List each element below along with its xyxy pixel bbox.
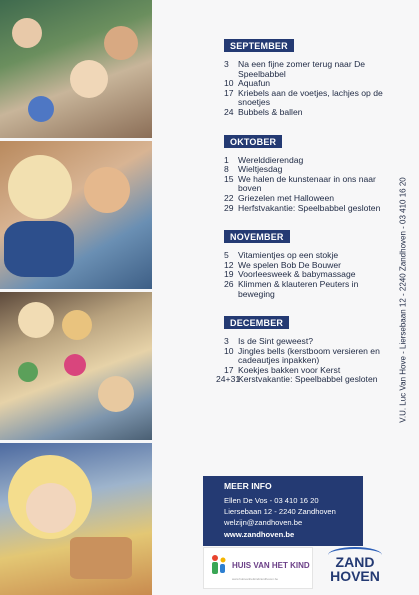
huis-van-het-kind-logo [203, 547, 313, 589]
month-heading: OKTOBER [224, 135, 282, 148]
publisher-vertical-text: V.U. Luc Van Hove - Liersebaan 12 - 2240 Zandhoven - 03 410 16 20 [398, 177, 408, 423]
list-item: 17 Kriebels aan de voetjes, lachjes op de snoetjes [224, 87, 383, 108]
zandhoven-logo-line1: ZAND [335, 554, 375, 570]
family-figure-icon [210, 554, 228, 576]
list-item: 19 Voorleesweek & babymassage [224, 269, 356, 280]
month-oktober [224, 132, 389, 214]
list-item: 22 Griezelen met Halloween [224, 192, 335, 203]
list-item: 8 Wieltjesdag [224, 164, 283, 175]
photo-children-playing-room [0, 0, 152, 138]
program-list [216, 36, 389, 399]
photo-child-puzzle [0, 141, 152, 289]
month-heading: SEPTEMBER [224, 39, 294, 52]
info-address: Liersebaan 12 - 2240 Zandhoven [224, 507, 336, 516]
zandhoven-logo [320, 545, 390, 589]
info-contact-name: Ellen De Vos - 03 410 16 20 [224, 496, 319, 505]
list-item: 12 We spelen Bob De Bouwer [224, 259, 342, 270]
list-item: 3 Is de Sint geweest? [224, 336, 314, 347]
month-november [224, 227, 389, 299]
month-december [216, 313, 389, 385]
list-item: 5 Vitamientjes op een stokje [224, 250, 339, 261]
month-heading: DECEMBER [224, 316, 289, 329]
list-item: 24 Bubbels & ballen [224, 106, 303, 117]
photo-column [0, 0, 152, 595]
list-item: 24+31 Kerstvakantie: Speelbabbel gesloten [216, 374, 378, 385]
zandhoven-arc-icon [328, 547, 382, 563]
list-item: 10 Jingles bells (kerstboom versieren en cadeautjes inpakken) [224, 345, 380, 366]
info-email[interactable]: welzijn@zandhoven.be [224, 518, 303, 527]
list-item: 29 Herfstvakantie: Speelbabbel gesloten [224, 202, 381, 213]
list-item: 17 Koekjes bakken voor Kerst [224, 364, 341, 375]
kind-logo-text: HUIS VAN HET KIND [232, 561, 310, 570]
month-heading: NOVEMBER [224, 230, 290, 243]
info-website[interactable]: www.zandhoven.be [224, 530, 295, 539]
info-title: MEER INFO [224, 481, 272, 491]
list-item: 15 We halen de kunstenaar in ons naar boven [224, 173, 376, 194]
list-item: 10 Aquafun [224, 78, 271, 89]
kind-logo-url: www.huisvanhetkindzandhoven.be [232, 577, 279, 581]
zandhoven-logo-line2: HOVEN [330, 568, 380, 584]
photo-children-table-activity [0, 292, 152, 440]
list-item: 3 Na een fijne zomer terug naar De Speelbabbel [224, 59, 366, 79]
list-item: 26 Klimmen & klauteren Peuters in beweging [224, 278, 359, 299]
list-item: 1 Werelddierendag [224, 154, 304, 165]
photo-child-with-blocks [0, 443, 152, 595]
month-september [224, 36, 389, 118]
